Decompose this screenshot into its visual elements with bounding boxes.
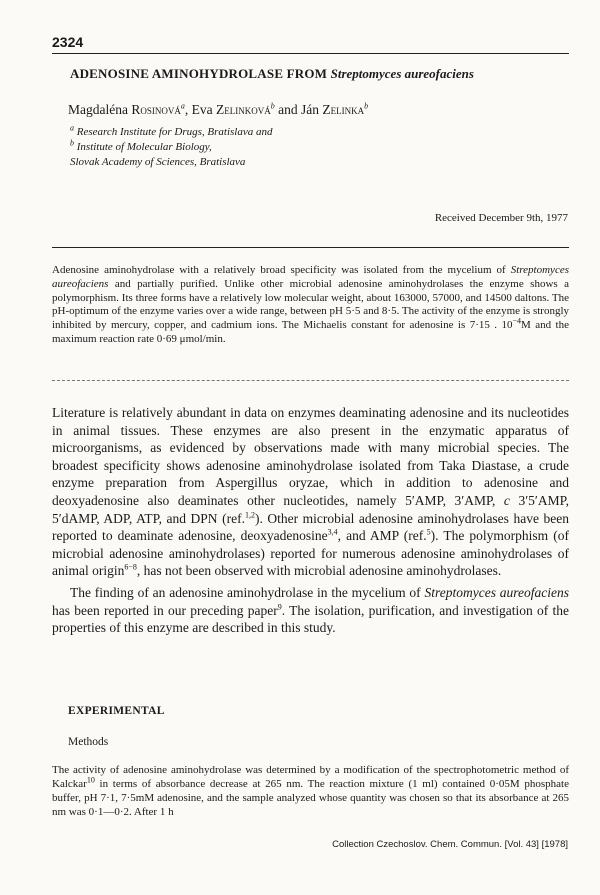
author-sep-2: and [274,102,301,117]
p1-f: ). The polymorphism (of microbial adenosine aminohydrolases) reported for numerous adenosine aminohydrolases of animal origin [52,528,569,579]
abstract-text-2: and partially purified. Unlike other microbial adenosine aminohydrolases the enzyme shows a polymorphism. Its three forms have a relatively low molecular weight, about 163000, 57000, and 14500 daltons. The pH-optimum of the enzyme varies over a wide range, between pH 5·5 and 8·5. The activity of the enzyme is strongly inhibited by mercury, copper, and cadmium ions. The Michaelis constant for adenosine is 7·15 . 10 [52,277,569,332]
received-date: Received December 9th, 1977 [434,212,568,224]
p2-organism: Streptomyces aureofaciens [424,584,569,600]
author-list [68,102,368,118]
ref-4: 6−8 [124,562,137,572]
methods-paragraph [52,763,569,819]
p2-a: The finding of an adenosine aminohydrolase in the mycelium of [70,584,425,600]
introduction [52,404,569,641]
p2-b: has been reported in our preceding paper [52,602,278,618]
subsection-heading: Methods [68,736,109,748]
author-2-first: Eva [191,102,213,117]
affil-a-marker: a [70,123,74,133]
section-heading: EXPERIMENTAL [68,705,165,717]
affiliations [70,125,273,170]
methods-unit-2: M [144,792,155,804]
abstract-unit: M [521,319,531,332]
abstract-text-3: and the maximum reaction rate 0·69 μmol/min. [52,319,569,345]
p2-c: . The isolation, purification, and investigation of the properties of this enzyme are described in this study. [52,602,569,636]
affil-b-marker: b [70,138,74,148]
methods-text-3: phosphate buffer, pH 7·1, 7·5m [52,778,569,804]
author-sep-1: , [184,102,192,117]
p1-b: 3′5′AMP, 5′dAMP, ADP, ATP, and DPN (ref. [52,492,569,526]
author-1-affil: a [180,101,185,111]
title-organism: Streptomyces aureofaciens [330,66,474,81]
intro-paragraph-1 [52,404,569,580]
p1-e: , and AMP (ref. [337,528,427,544]
methods-ref: 10 [86,775,95,785]
abstract-exponent: −4 [512,316,522,326]
page-number: 2324 [52,34,84,50]
abstract-organism: Streptomyces aureofaciens [52,264,569,290]
author-1-last: Rosinová [131,102,181,117]
author-3-affil: b [364,101,369,111]
p1-a: Literature is relatively abundant in data on enzymes deaminating adenosine and its nucleotides in animal tissues. These enzymes are also present in the enzymatic apparatus of microorganisms, as evidenced by observations made with many microbial species. The broadest specificity shows adenosine aminohydrolase isolated from Taka Diastase, a crude enzyme preparation from Aspergillus oryzae, which in addition to adenosine and deoxyadenosine also deaminates other nucleotides, namely 5′AMP, 3′AMP, [52,405,569,508]
affil-a: Research Institute for Drugs, Bratislava and [74,126,273,138]
ref-5: 9 [277,602,282,612]
abstract-bottom-rule [52,380,569,381]
p1-g: , has not been observed with microbial adenosine aminohydrolases. [136,563,502,579]
affil-b-line2: Slovak Academy of Sciences, Bratislava [70,156,246,168]
ref-2: 3,4 [327,527,338,537]
abstract [52,264,569,347]
affil-b: Institute of Molecular Biology, [74,141,212,153]
author-2-last: Zelinková [216,102,271,117]
intro-paragraph-2 [52,584,569,637]
journal-footer: Collection Czechoslov. Chem. Commun. [Vol. 43] [1978] [332,839,568,850]
abstract-top-rule [52,247,569,248]
author-2-affil: b [270,101,275,111]
abstract-text-1: Adenosine aminohydrolase with a relatively broad specificity was isolated from the mycelium of [52,264,511,276]
title-main: ADENOSINE AMINOHYDROLASE FROM [70,66,328,81]
p1-c: c [503,492,510,508]
article-title [70,66,560,82]
methods-unit-1: M [509,778,520,790]
methods-text-1: The activity of adenosine aminohydrolase was determined by a modification of the spectrophotometric method of Kalckar [52,764,569,790]
header-rule [52,53,569,54]
author-3-last: Zelinka [322,102,365,117]
ref-3: 5 [426,527,431,537]
methods-text-4: adenosine, and the sample analyzed whose quantity was chosen so that its absorbance at 265 nm was 0·1—0·2. After 1 h [52,792,569,818]
author-3-first: Ján [301,102,319,117]
methods-text-2: in terms of absorbance decrease at 265 nm. The reaction mixture (1 ml) contained 0·05 [94,778,510,790]
p1-d: ). Other microbial adenosine aminohydrolases have been reported to deaminate adenosine, deoxyadenosine [52,510,569,544]
ref-1: 1,2 [244,510,255,520]
author-1-first: Magdaléna [68,102,128,117]
